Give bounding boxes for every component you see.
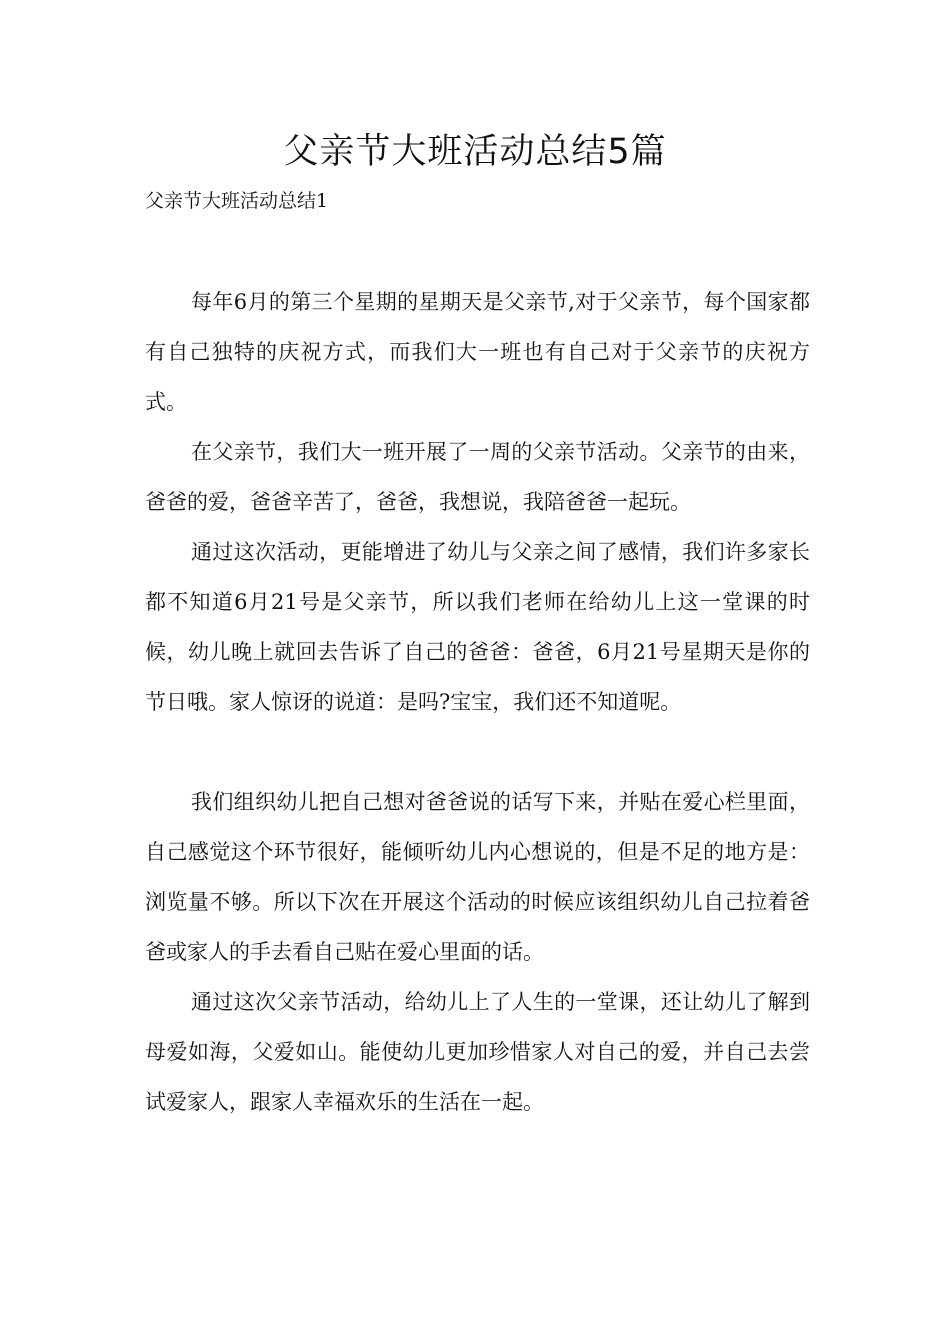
page-title: 父亲节大班活动总结5篇: [283, 132, 667, 172]
section-heading: 父亲节大班活动总结1: [145, 190, 329, 212]
paragraph-3: 通过这次活动，更能增进了幼儿与父亲之间了感情，我们许多家长都不知道6月21号是父亲节，所以我们老师在给幼儿上这一堂课的时候，幼儿晚上就回去告诉了自己的爸爸：爸爸，6月21号星期天是你的节日哦。家人惊讶的说道：是吗?宝宝，我们还不知道呢。: [145, 540, 810, 714]
paragraph-4: 我们组织幼儿把自己想对爸爸说的话写下来，并贴在爱心栏里面，自己感觉这个环节很好，能倾听幼儿内心想说的，但是不足的地方是：浏览量不够。所以下次在开展这个活动的时候应该组织幼儿自己拉着爸爸或家人的手去看自己贴在爱心里面的话。: [145, 790, 810, 964]
paragraph-2: 在父亲节，我们大一班开展了一周的父亲节活动。父亲节的由来，爸爸的爱，爸爸辛苦了，爸爸，我想说，我陪爸爸一起玩。: [145, 440, 810, 514]
paragraph-5: 通过这次父亲节活动，给幼儿上了人生的一堂课，还让幼儿了解到母爱如海，父爱如山。能使幼儿更加珍惜家人对自己的爱，并自己去尝试爱家人，跟家人幸福欢乐的生活在一起。: [145, 990, 810, 1114]
paragraph-1: 每年6月的第三个星期的星期天是父亲节,对于父亲节，每个国家都有自己独特的庆祝方式，而我们大一班也有自己对于父亲节的庆祝方式。: [145, 290, 810, 414]
